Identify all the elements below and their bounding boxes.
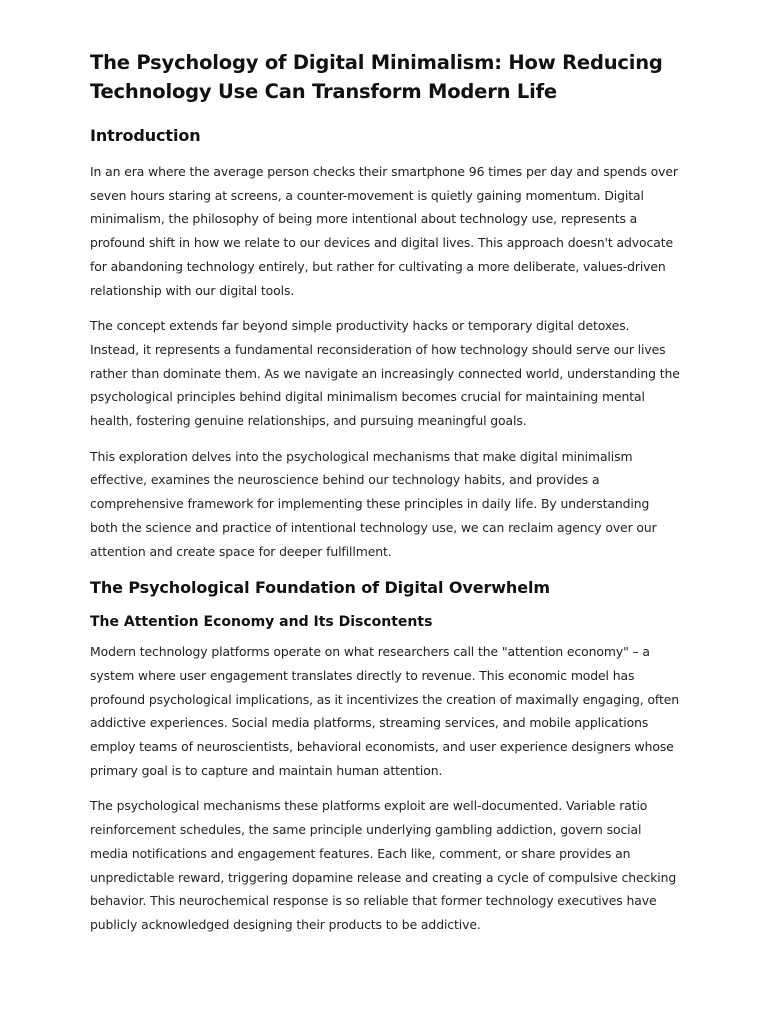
intro-paragraph-2: The concept extends far beyond simple productivity hacks or temporary digital detoxes. Instead, it represents a fundamental reconsideration of how technology should serve our lives rather than dominate them. As we navigate an increasingly connected world, understanding the psychological principles behind digital minimalism becomes crucial for maintaining mental health, fostering genuine relationships, and pursuing meaningful goals. [90, 318, 680, 429]
section-heading-introduction: Introduction [90, 126, 201, 145]
subsection-heading-attention-economy: The Attention Economy and Its Discontents [90, 614, 433, 631]
foundation-paragraph-1: Modern technology platforms operate on what researchers call the "attention economy" – a system where user engagement translates directly to revenue. This economic model has profound psychological implications, as it incentivizes the creation of maximally engaging, often addictive experiences. Social media platforms, streaming services, and mobile applications employ teams of neuroscientists, behavioral economists, and user experience designers whose primary goal is to capture and maintain human attention. [90, 644, 680, 778]
intro-paragraph-3: This exploration delves into the psychological mechanisms that make digital minimalism effective, examines the neuroscience behind our technology habits, and provides a comprehensive framework for implementing these principles in daily life. By understanding both the science and practice of intentional technology use, we can reclaim agency over our attention and create space for deeper fulfillment. [90, 448, 657, 559]
document-page [90, 48, 680, 949]
intro-paragraph-1: In an era where the average person checks their smartphone 96 times per day and spends over seven hours staring at screens, a counter-movement is quietly gaining momentum. Digital minimalism, the philosophy of being more intentional about technology use, represents a profound shift in how we relate to our devices and digital lives. This approach doesn't advocate for abandoning technology entirely, but rather for cultivating a more deliberate, values-driven relationship with our digital tools. [90, 164, 678, 298]
section-heading-foundation: The Psychological Foundation of Digital Overwhelm [90, 578, 550, 598]
foundation-paragraph-2: The psychological mechanisms these platforms exploit are well-documented. Variable ratio reinforcement schedules, the same principle underlying gambling addiction, govern social media notifications and engagement features. Each like, comment, or share provides an unpredictable reward, triggering dopamine release and creating a cycle of compulsive checking behavior. This neurochemical response is so reliable that former technology executives have publicly acknowledged designing their products to be addictive. [90, 798, 677, 932]
document-title: The Psychology of Digital Minimalism: How Reducing Technology Use Can Transform Modern Life [90, 51, 663, 103]
